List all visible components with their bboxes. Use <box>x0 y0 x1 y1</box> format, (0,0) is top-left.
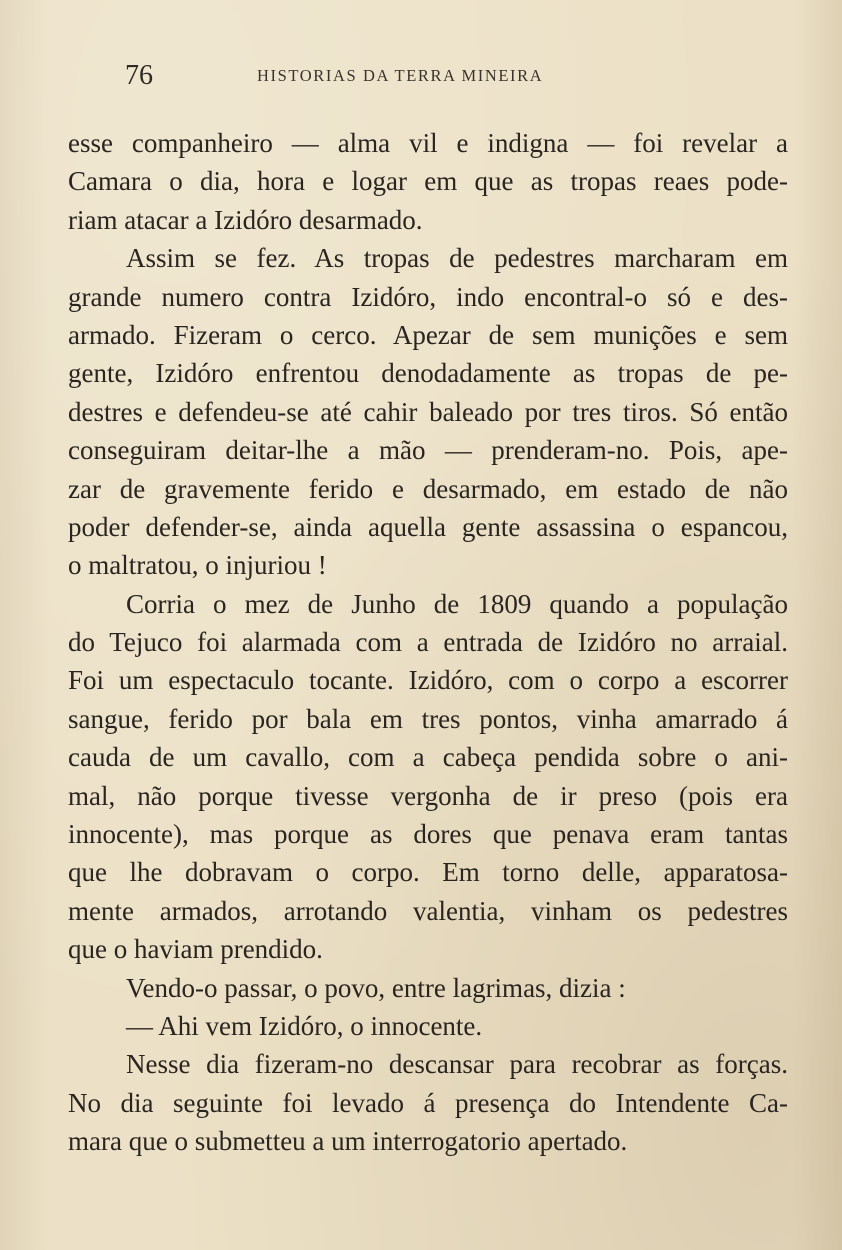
text-line: No dia seguinte foi levado á presença do Intendente Ca- <box>68 1087 788 1118</box>
text-line: Corria o mez de Junho de 1809 quando a população <box>126 588 788 619</box>
text-line: destres e defendeu-se até cahir baleado por tres tiros. Só então <box>68 396 788 427</box>
text-line: do Tejuco foi alarmada com a entrada de Izidóro no arraial. <box>68 627 788 658</box>
text-line: poder defender-se, ainda aquella gente assassina o espancou, <box>68 511 788 542</box>
text-line: cauda de um cavallo, com a cabeça pendida sobre o ani- <box>68 742 788 773</box>
text-line: esse companheiro — alma vil e indigna — foi revelar a <box>68 128 788 158</box>
paragraph <box>68 124 788 239</box>
text-line: grande numero contra Izidóro, indo encontral-o só e des- <box>68 281 788 312</box>
text-line: Assim se fez. As tropas de pedestres marcharam em <box>126 243 788 274</box>
page-header <box>0 56 842 92</box>
text-line: mara que o submetteu a um interrogatorio apertado. <box>68 1126 628 1157</box>
body-text <box>68 124 788 1161</box>
text-line: mente armados, arrotando valentia, vinham os pedestres <box>68 895 788 926</box>
text-line: o maltratou, o injuriou ! <box>68 550 327 581</box>
text-line: que lhe dobravam o corpo. Em torno delle, apparatosa- <box>68 857 788 888</box>
paragraph <box>68 585 788 969</box>
text-line: Vendo-o passar, o povo, entre lagrimas, dizia : <box>126 972 626 1003</box>
paragraph <box>68 1007 788 1045</box>
text-line: sangue, ferido por bala em tres pontos, vinha amarrado á <box>68 703 788 734</box>
text-line: innocente), mas porque as dores que penava eram tantas <box>68 819 788 850</box>
text-line: riam atacar a Izidóro desarmado. <box>68 204 423 235</box>
paragraph <box>68 969 788 1007</box>
text-line: gente, Izidóro enfrentou denodadamente as tropas de pe- <box>68 358 788 389</box>
text-line: — Ahi vem Izidóro, o innocente. <box>126 1010 483 1041</box>
page-number: 76 <box>125 60 153 91</box>
text-line: que o haviam prendido. <box>68 934 323 965</box>
text-line: Foi um espectaculo tocante. Izidóro, com o corpo a escorrer <box>68 665 788 696</box>
text-line: Nesse dia fizeram-no descansar para recobrar as forças. <box>126 1049 788 1080</box>
running-head: HISTORIAS DA TERRA MINEIRA <box>257 66 544 85</box>
text-line: zar de gravemente ferido e desarmado, em estado de não <box>68 473 788 504</box>
text-line: conseguiram deitar-lhe a mão — prenderam-no. Pois, ape- <box>68 435 788 466</box>
text-line: armado. Fizeram o cerco. Apezar de sem munições e sem <box>68 319 788 350</box>
text-line: Camara o dia, hora e logar em que as tropas reaes pode- <box>68 166 788 197</box>
paragraph <box>68 239 788 585</box>
text-line: mal, não porque tivesse vergonha de ir preso (pois era <box>68 780 788 811</box>
paragraph <box>68 1045 788 1160</box>
